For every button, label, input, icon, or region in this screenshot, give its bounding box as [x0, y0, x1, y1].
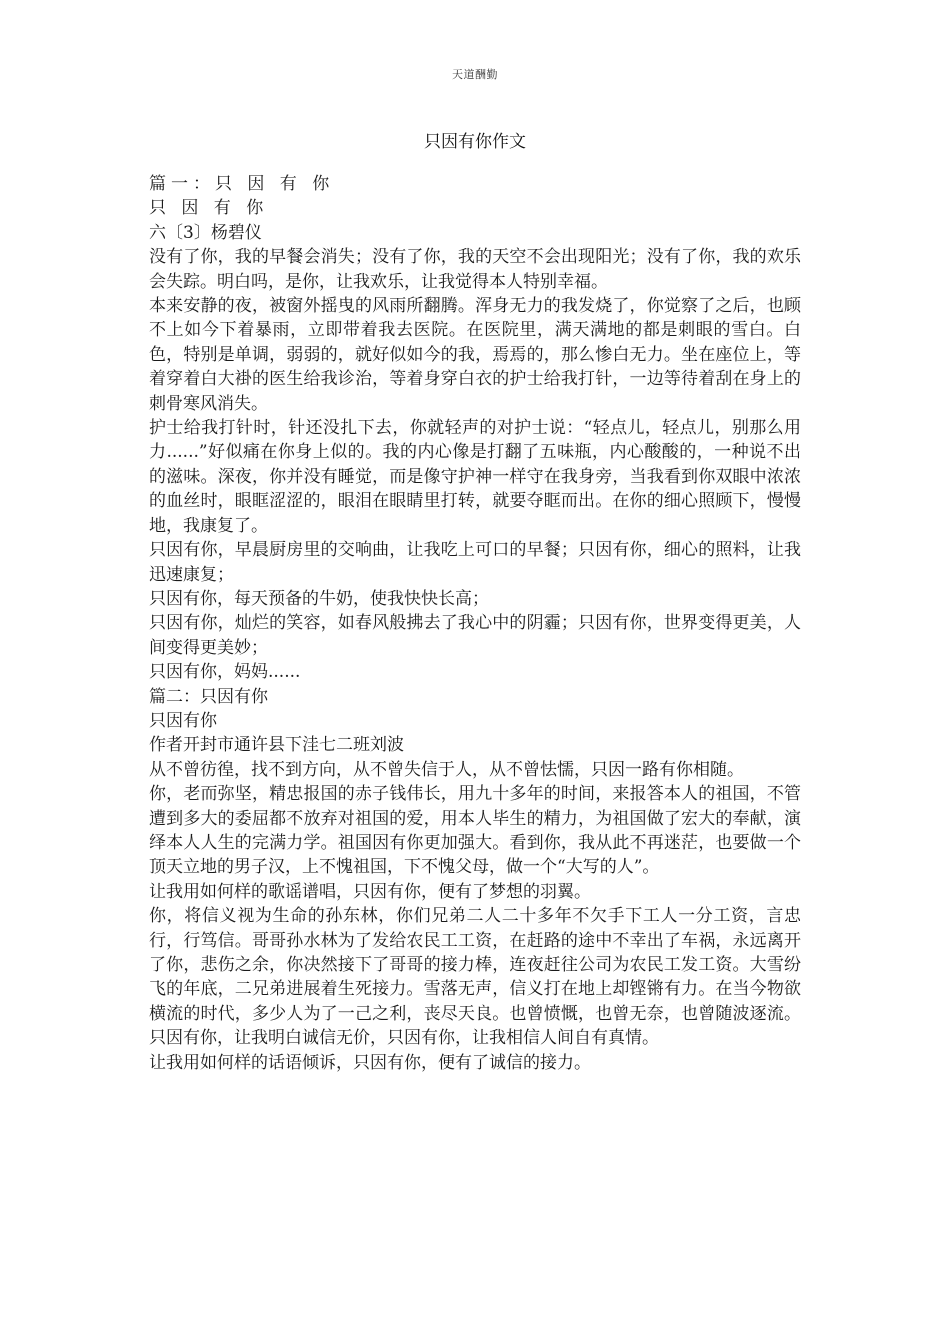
paragraph: 只因有你，妈妈...... [149, 662, 301, 683]
document-body [149, 172, 801, 1075]
essay-title-1: 只 因 有 你 [149, 198, 269, 219]
paragraph: 让我用如何样的歌谣谱唱，只因有你，便有了梦想的羽翼。 [149, 881, 591, 902]
section-heading-1: 篇一：只 因 有 你 [149, 174, 335, 194]
paragraph: 只因有你，早晨厨房里的交响曲，让我吃上可口的早餐；只因有你，细心的照料，让我迅速康复； [149, 540, 801, 585]
paragraph: 你，老而弥坚，精忠报国的赤子钱伟长，用九十多年的时间，来报答本人的祖国，不管遭到多大的委屈都不放弃对祖国的爱，用本人毕生的精力，为祖国做了宏大的奉献，演绎本人人生的完满力学。祖国因有你更加强大。看到你，我从此不再迷茫，也要做一个顶天立地的男子汉，上不愧祖国，下不愧父母，做一个“大写的人”。 [149, 784, 801, 878]
paragraph: 让我用如何样的话语倾诉，只因有你，便有了诚信的接力。 [149, 1052, 591, 1073]
paragraph: 从不曾彷徨，找不到方向，从不曾失信于人，从不曾怯懦，只因一路有你相随。 [149, 759, 744, 780]
document-title: 只因有你作文 [424, 132, 526, 152]
paragraph: 护士给我打针时，针还没扎下去，你就轻声的对护士说：“轻点儿，轻点儿，别那么用力......”好似痛在你身上似的。我的内心像是打翻了五味瓶，内心酸酸的，一种说不出的滋味。深夜，你并没有睡觉，而是像守护神一样守在我身旁，当我看到你双眼中浓浓的血丝时，眼眶涩涩的，眼泪在眼睛里打转，就要夺眶而出。在你的细心照顾下，慢慢地，我康复了。 [149, 418, 801, 536]
paragraph: 本来安静的夜，被窗外摇曳的风雨所翻腾。浑身无力的我发烧了，你觉察了之后，也顾不上如今下着暴雨，立即带着我去医院。在医院里，满天满地的都是刺眼的雪白。白色，特别是单调，弱弱的，就好似如今的我，焉焉的，那么惨白无力。坐在座位上，等着穿着白大褂的医生给我诊治，等着身穿白衣的护士给我打针，一边等待着刮在身上的刺骨寒风消失。 [149, 296, 801, 414]
essay-title-2: 只因有你 [149, 710, 217, 731]
section-heading-2: 篇二：只因有你 [149, 686, 268, 707]
paragraph: 你，将信义视为生命的孙东林，你们兄弟二人二十多年不欠手下工人一分工资，言忠行，行笃信。哥哥孙水林为了发给农民工工资，在赶路的途中不幸出了车祸，永远离开了你，悲伤之余，你决然接下了哥哥的接力棒，连夜赶往公司为农民工发工资。大雪纷飞的年底，二兄弟进展着生死接力。雪落无声，信义打在地上却铿锵有力。在当今物欲横流的时代，多少人为了一己之利，丧尽天良。也曾愤慨，也曾无奈，也曾随波逐流。只因有你，让我明白诚信无价，只因有你，让我相信人间自有真情。 [149, 906, 801, 1049]
paragraph: 没有了你，我的早餐会消失；没有了你，我的天空不会出现阳光；没有了你，我的欢乐会失踪。明白吗，是你，让我欢乐，让我觉得本人特别幸福。 [149, 247, 801, 292]
running-header: 天道酬勤 [452, 68, 498, 81]
paragraph: 只因有你，灿烂的笑容，如春风般拂去了我心中的阴霾；只因有你，世界变得更美，人间变得更美妙； [149, 613, 801, 658]
paragraph: 只因有你，每天预备的牛奶，使我快快长高； [149, 588, 489, 609]
author-line-2: 作者开封市通许县下洼七二班刘波 [149, 735, 404, 756]
author-line-1: 六〔3〕杨碧仪 [149, 222, 262, 243]
